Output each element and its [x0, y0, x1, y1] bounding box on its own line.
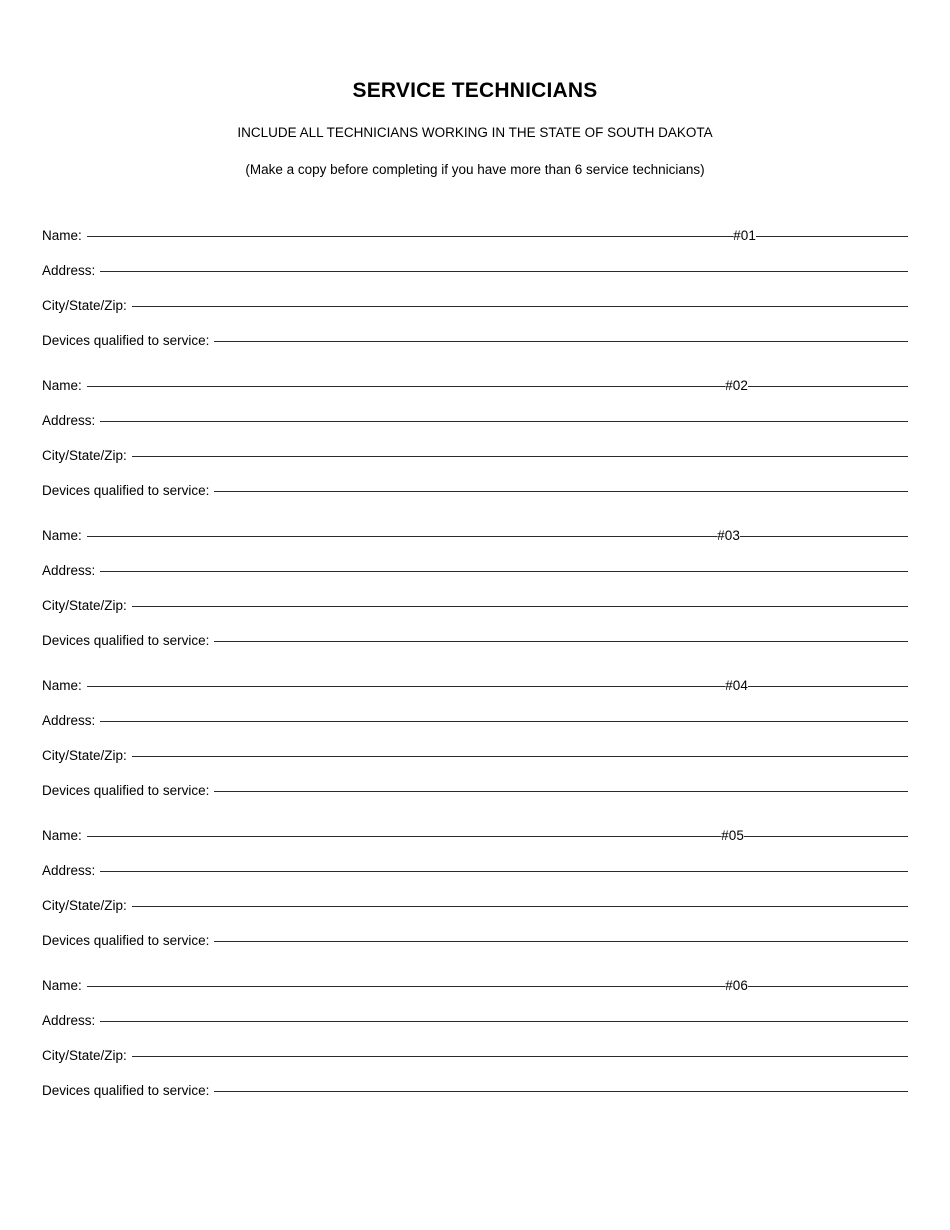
city-state-zip-row: [42, 298, 908, 333]
name-input-continued[interactable]: [740, 536, 908, 537]
city-state-zip-input[interactable]: [132, 756, 908, 757]
city-state-zip-input[interactable]: [132, 456, 908, 457]
address-row: [42, 713, 908, 748]
name-input[interactable]: [87, 686, 725, 687]
name-label: Name:: [42, 228, 82, 243]
devices-label: Devices qualified to service:: [42, 783, 210, 798]
technician-block: [42, 828, 908, 968]
address-label: Address:: [42, 863, 96, 878]
name-input[interactable]: [87, 836, 721, 837]
devices-input[interactable]: [214, 1091, 908, 1092]
devices-row: [42, 333, 908, 368]
document-note: (Make a copy before completing if you have more than 6 service technicians): [245, 162, 705, 177]
name-label: Name:: [42, 678, 82, 693]
city-state-zip-label: City/State/Zip:: [42, 898, 127, 913]
address-row: [42, 1013, 908, 1048]
technician-number: #06: [725, 978, 748, 993]
name-row: [42, 528, 908, 563]
technician-number: #04: [725, 678, 748, 693]
devices-label: Devices qualified to service:: [42, 633, 210, 648]
name-row: [42, 828, 908, 863]
technician-block: [42, 528, 908, 668]
city-state-zip-row: [42, 898, 908, 933]
city-state-zip-label: City/State/Zip:: [42, 1048, 127, 1063]
devices-label: Devices qualified to service:: [42, 333, 210, 348]
city-state-zip-row: [42, 598, 908, 633]
technician-block: [42, 228, 908, 368]
name-row: [42, 378, 908, 413]
devices-label: Devices qualified to service:: [42, 1083, 210, 1098]
address-input[interactable]: [100, 1021, 908, 1022]
city-state-zip-label: City/State/Zip:: [42, 448, 127, 463]
name-input-continued[interactable]: [756, 236, 908, 237]
devices-label: Devices qualified to service:: [42, 483, 210, 498]
city-state-zip-row: [42, 448, 908, 483]
technician-form: [0, 179, 950, 1118]
devices-input[interactable]: [214, 941, 908, 942]
address-label: Address:: [42, 263, 96, 278]
technician-block: [42, 978, 908, 1118]
technician-block: [42, 678, 908, 818]
address-input[interactable]: [100, 421, 908, 422]
technician-number: #02: [725, 378, 748, 393]
address-label: Address:: [42, 413, 96, 428]
city-state-zip-label: City/State/Zip:: [42, 298, 127, 313]
technician-block: [42, 378, 908, 518]
name-input-continued[interactable]: [748, 686, 908, 687]
devices-label: Devices qualified to service:: [42, 933, 210, 948]
address-input[interactable]: [100, 721, 908, 722]
city-state-zip-label: City/State/Zip:: [42, 598, 127, 613]
devices-input[interactable]: [214, 641, 908, 642]
devices-row: [42, 1083, 908, 1118]
devices-input[interactable]: [214, 341, 908, 342]
city-state-zip-input[interactable]: [132, 606, 908, 607]
name-input-continued[interactable]: [744, 836, 908, 837]
address-label: Address:: [42, 1013, 96, 1028]
city-state-zip-row: [42, 1048, 908, 1083]
name-label: Name:: [42, 978, 82, 993]
name-input[interactable]: [87, 986, 725, 987]
city-state-zip-label: City/State/Zip:: [42, 748, 127, 763]
technician-number: #05: [721, 828, 744, 843]
name-input[interactable]: [87, 386, 725, 387]
document-subtitle: INCLUDE ALL TECHNICIANS WORKING IN THE STATE OF SOUTH DAKOTA: [237, 125, 713, 140]
technician-number: #03: [717, 528, 740, 543]
city-state-zip-input[interactable]: [132, 1056, 908, 1057]
address-input[interactable]: [100, 271, 908, 272]
name-input-continued[interactable]: [748, 986, 908, 987]
name-input[interactable]: [87, 536, 717, 537]
address-input[interactable]: [100, 571, 908, 572]
page-title: SERVICE TECHNICIANS: [352, 79, 598, 102]
name-row: [42, 228, 908, 263]
address-row: [42, 413, 908, 448]
technician-number: #01: [733, 228, 756, 243]
name-label: Name:: [42, 378, 82, 393]
devices-input[interactable]: [214, 491, 908, 492]
name-row: [42, 978, 908, 1013]
devices-row: [42, 483, 908, 518]
address-label: Address:: [42, 713, 96, 728]
address-row: [42, 863, 908, 898]
address-row: [42, 563, 908, 598]
address-input[interactable]: [100, 871, 908, 872]
address-row: [42, 263, 908, 298]
address-label: Address:: [42, 563, 96, 578]
name-label: Name:: [42, 828, 82, 843]
devices-input[interactable]: [214, 791, 908, 792]
city-state-zip-input[interactable]: [132, 306, 908, 307]
devices-row: [42, 933, 908, 968]
name-input[interactable]: [87, 236, 733, 237]
document-header: [0, 0, 950, 179]
city-state-zip-input[interactable]: [132, 906, 908, 907]
devices-row: [42, 633, 908, 668]
devices-row: [42, 783, 908, 818]
name-row: [42, 678, 908, 713]
name-input-continued[interactable]: [748, 386, 908, 387]
city-state-zip-row: [42, 748, 908, 783]
name-label: Name:: [42, 528, 82, 543]
